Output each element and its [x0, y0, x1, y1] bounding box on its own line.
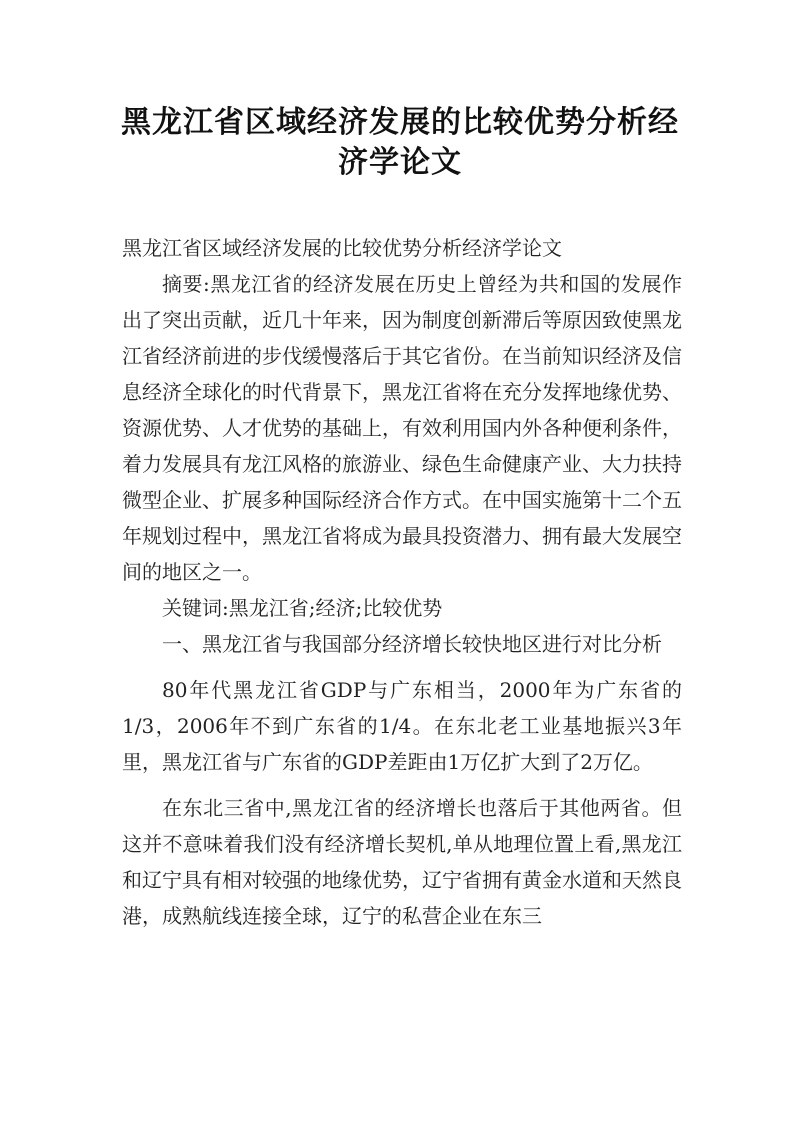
document-body: [122, 230, 682, 934]
document-title-line-1: 黑龙江省区域经济发展的比较优势分析经: [121, 105, 679, 140]
keywords-paragraph: 关键词:黑龙江省;经济;比较优势: [162, 596, 443, 620]
document-title-line-2: 济学论文: [338, 145, 462, 180]
section-heading-1: 一、黑龙江省与我国部分经济增长较快地区进行对比分析: [162, 632, 662, 656]
body-paragraph-northeast: 在东北三省中,黑龙江省的经济增长也落后于其他两省。但这并不意味着我们没有经济增长契机,单从地理位置上看,黑龙江和辽宁具有相对较强的地缘优势，辽宁省拥有黄金水道和天然良港，成熟航线连接全球，辽宁的私营企业在东三: [122, 796, 682, 928]
abstract-paragraph: 摘要:黑龙江省的经济发展在历史上曾经为共和国的发展作出了突出贡献，近几十年来，因为制度创新滞后等原因致使黑龙江省经济前进的步伐缓慢落后于其它省份。在当前知识经济及信息经济全球化的时代背景下，黑龙江省将在充分发挥地缘优势、资源优势、人才优势的基础上，有效利用国内外各种便利条件，着力发展具有龙江风格的旅游业、绿色生命健康产业、大力扶持微型企业、扩展多种国际经济合作方式。在中国实施第十二个五年规划过程中，黑龙江省将成为最具投资潜力、拥有最大发展空间的地区之一。: [122, 272, 682, 584]
body-paragraph-gdp: 80年代黑龙江省GDP与广东相当，2000年为广东省的1/3，2006年不到广东省的1/4。在东北老工业基地振兴3年里，黑龙江省与广东省的GDP差距由1万亿扩大到了2万亿。: [122, 678, 682, 774]
subtitle-paragraph: 黑龙江省区域经济发展的比较优势分析经济学论文: [122, 236, 562, 260]
